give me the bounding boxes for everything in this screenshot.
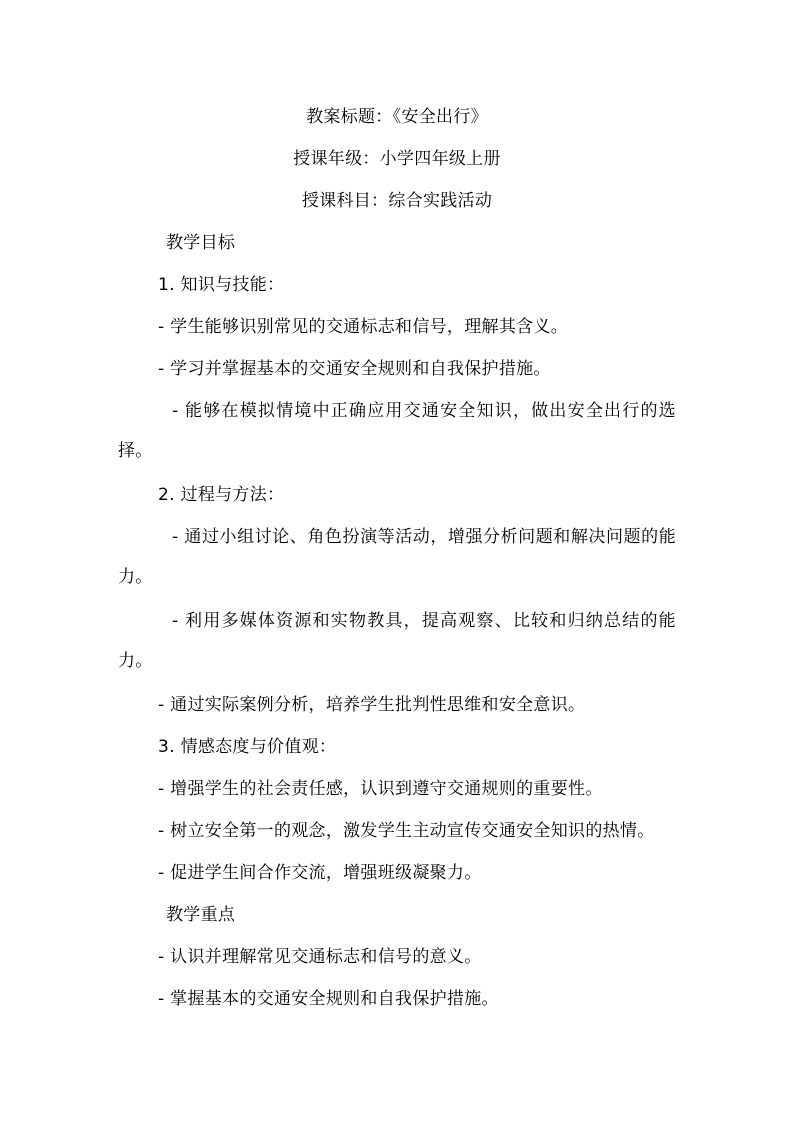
emotion-item-1: - 增强学生的社会责任感，认识到遵守交通规则的重要性。 (158, 779, 603, 799)
process-item-2: - 利用多媒体资源和实物教具，提高观察、比较和归纳总结的能力。 (118, 611, 676, 671)
lesson-grade: 授课年级：小学四年级上册 (293, 149, 501, 169)
key-points-heading: 教学重点 (166, 905, 236, 925)
knowledge-heading: 1. 知识与技能： (158, 275, 285, 295)
emotion-heading: 3. 情感态度与价值观： (158, 737, 337, 757)
emotion-item-3: - 促进学生间合作交流，增强班级凝聚力。 (158, 863, 482, 883)
process-item-1: - 通过小组讨论、角色扮演等活动，增强分析问题和解决问题的能力。 (118, 527, 676, 587)
process-item-3: - 通过实际案例分析，培养学生批判性思维和安全意识。 (158, 695, 586, 715)
lesson-title: 教案标题：《安全出行》 (306, 107, 488, 127)
knowledge-item-3: - 能够在模拟情境中正确应用交通安全知识，做出安全出行的选择。 (118, 401, 676, 461)
knowledge-item-2: - 学习并掌握基本的交通安全规则和自我保护措施。 (158, 359, 551, 379)
emotion-item-2: - 树立安全第一的观念，激发学生主动宣传交通安全知识的热情。 (158, 821, 655, 841)
process-heading: 2. 过程与方法： (158, 485, 285, 505)
key-point-item-2: - 掌握基本的交通安全规则和自我保护措施。 (158, 989, 499, 1009)
key-point-item-1: - 认识并理解常见交通标志和信号的意义。 (158, 947, 482, 967)
objectives-heading: 教学目标 (166, 233, 236, 253)
knowledge-item-1: - 学生能够识别常见的交通标志和信号，理解其含义。 (158, 317, 569, 337)
lesson-subject: 授课科目：综合实践活动 (301, 191, 493, 211)
